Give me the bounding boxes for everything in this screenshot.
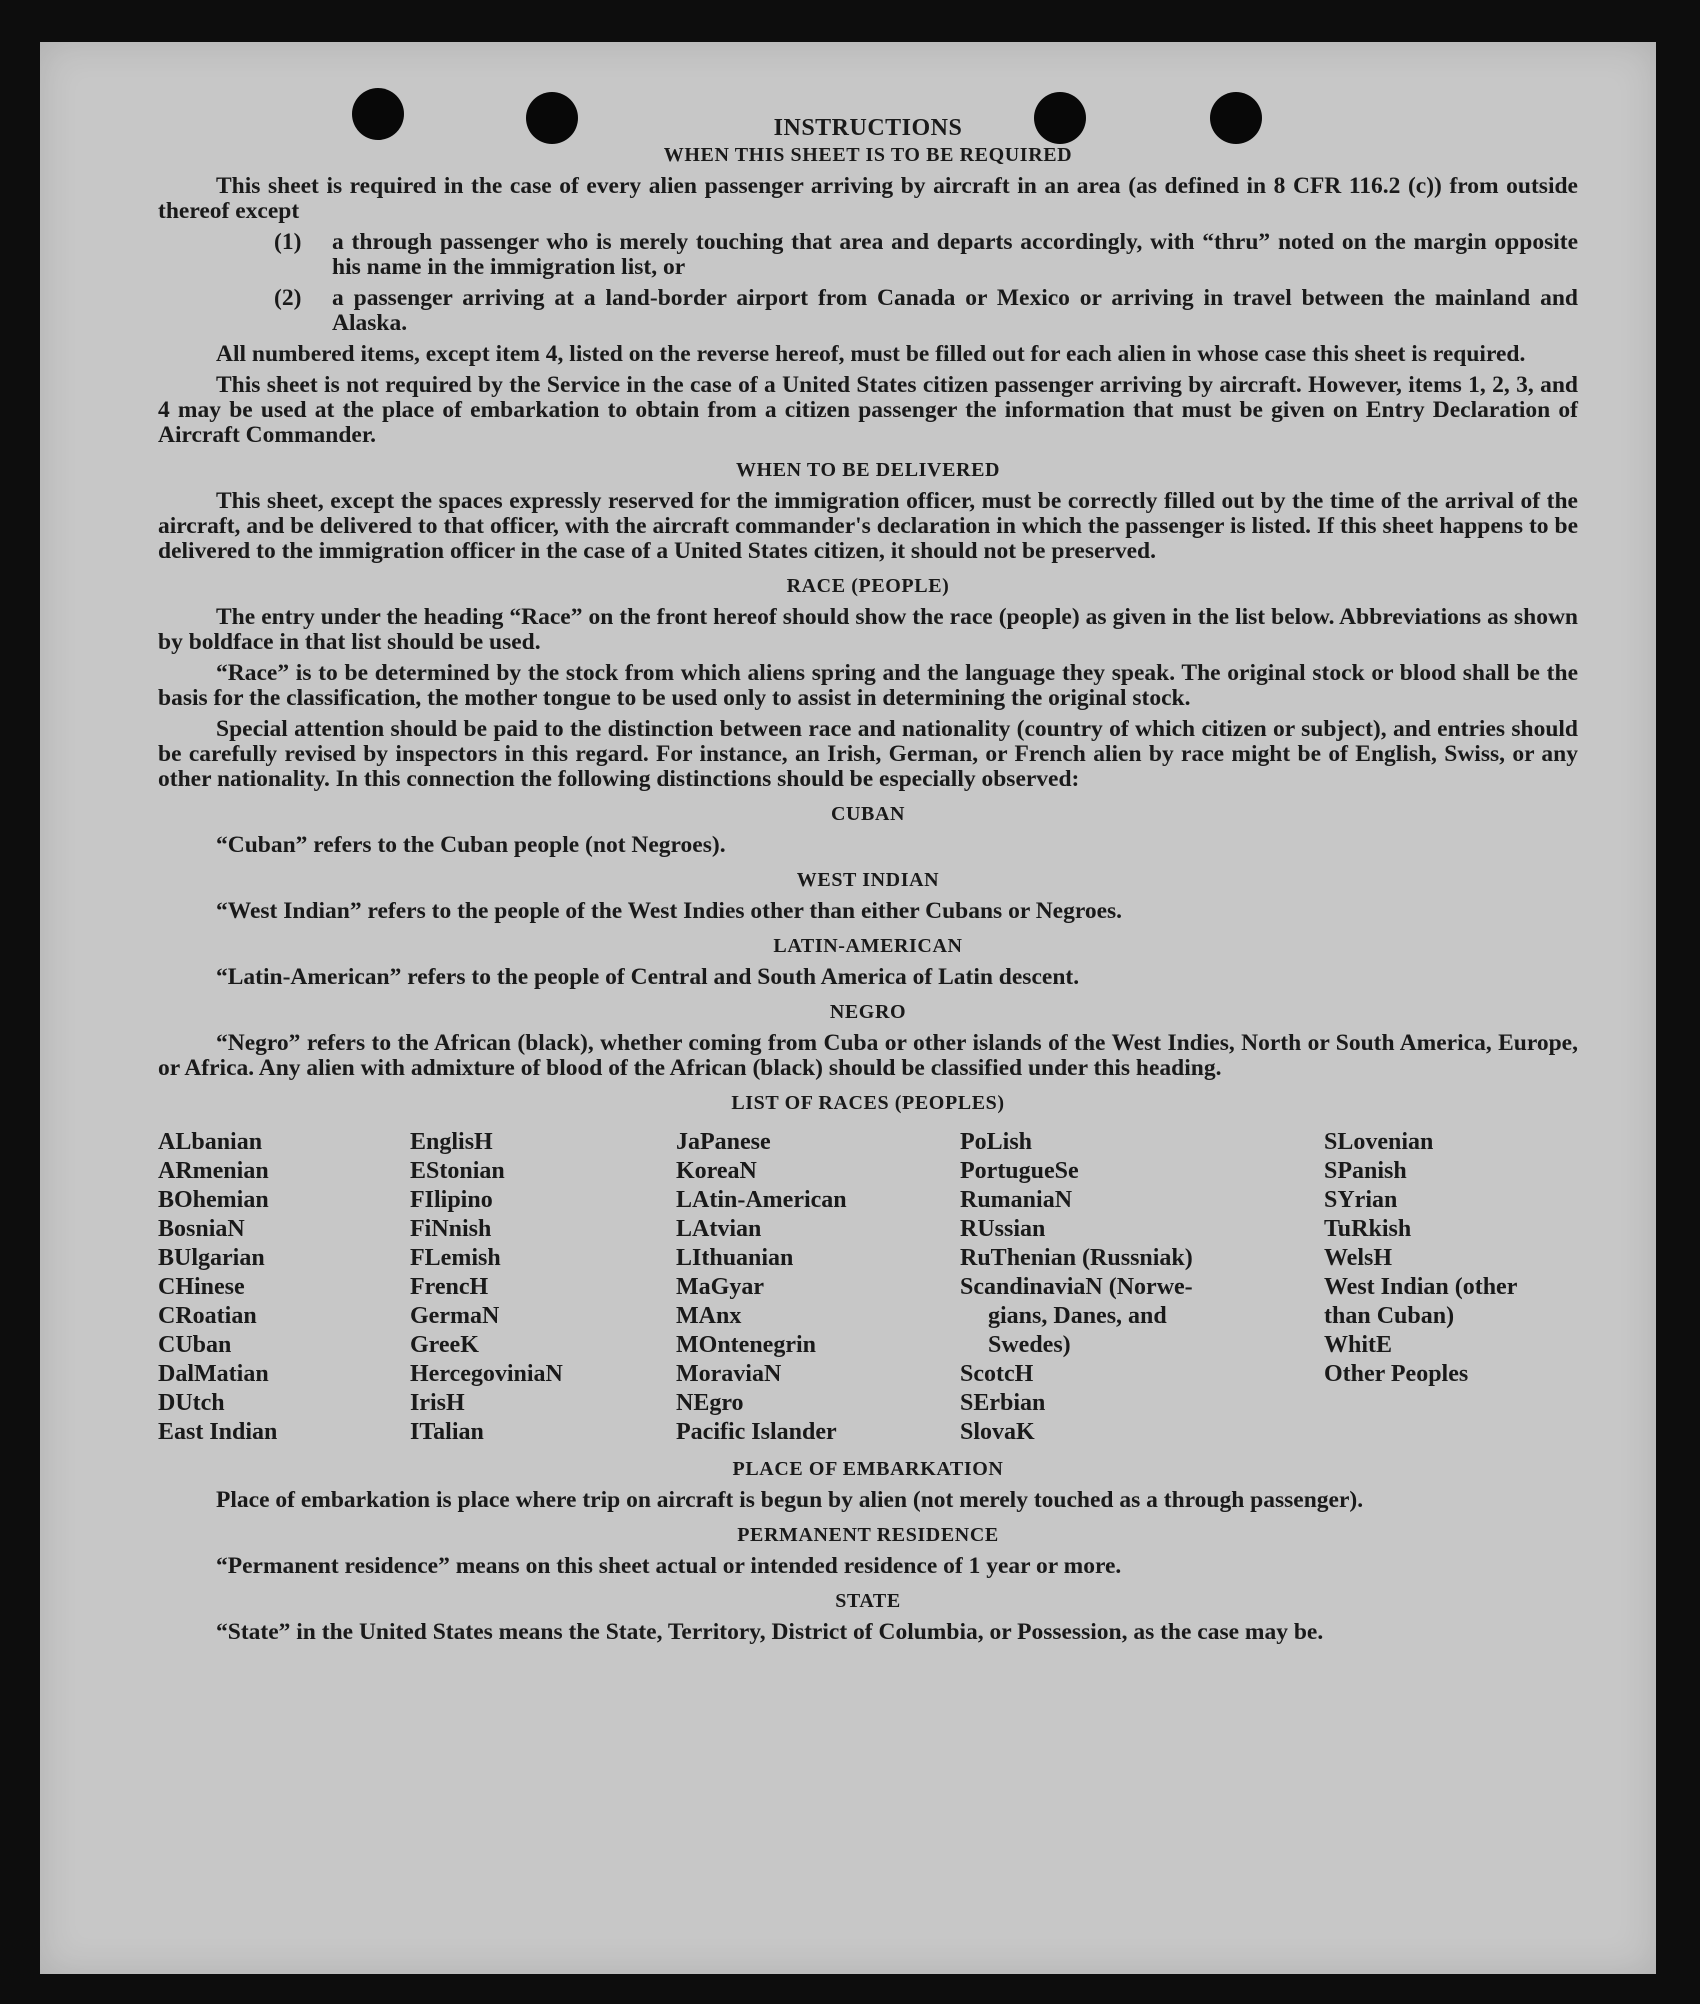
- race-entry: GermaN: [410, 1303, 500, 1329]
- document-sheet: [40, 42, 1656, 1974]
- section-heading: PLACE OF EMBARKATION: [732, 1458, 1004, 1480]
- paragraph: “West Indian” refers to the people of the West Indies other than either Cubans or Negroes.: [216, 898, 1123, 924]
- race-entry: EStonian: [410, 1158, 505, 1184]
- races-column: [676, 1128, 960, 1447]
- section-heading: LATIN-AMERICAN: [773, 935, 963, 957]
- race-entry: Other Peoples: [1324, 1361, 1469, 1387]
- race-entry: IrisH: [410, 1390, 465, 1416]
- race-entry: West Indian (other: [1324, 1274, 1518, 1300]
- paragraph: The entry under the heading “Race” on the front hereof should show the race (people) as given in the list below. Abbreviations as shown by boldface in that list should be used.: [158, 604, 1578, 655]
- item-text: a passenger arriving at a land-border airport from Canada or Mexico or arriving in travel between the mainland and Alaska.: [332, 285, 1578, 336]
- paragraph: This sheet is required in the case of every alien passenger arriving by aircraft in an area (as defined in 8 CFR 116.2 (c)) from outside thereof except: [158, 173, 1578, 224]
- race-entry: BosniaN: [158, 1216, 245, 1242]
- races-column: [1324, 1128, 1578, 1447]
- section-heading: CUBAN: [830, 803, 906, 825]
- section-heading: PERMANENT RESIDENCE: [737, 1524, 999, 1546]
- race-entry: ARmenian: [158, 1158, 269, 1184]
- race-entry: GreeK: [410, 1332, 479, 1358]
- race-entry: SlovaK: [960, 1419, 1035, 1445]
- item-number: (1): [274, 229, 302, 255]
- race-entry: LAtin-American: [676, 1187, 847, 1213]
- race-entry: WhitE: [1324, 1332, 1393, 1358]
- race-entry-continued: gians, Danes, and: [988, 1303, 1167, 1329]
- section-heading: NEGRO: [829, 1001, 907, 1023]
- race-entry: SYrian: [1324, 1187, 1398, 1213]
- race-entry: FLemish: [410, 1245, 501, 1271]
- race-entry: MaGyar: [676, 1274, 764, 1300]
- race-entry: RUssian: [960, 1216, 1046, 1242]
- race-entry: FiNnish: [410, 1216, 492, 1242]
- races-column: [410, 1128, 676, 1447]
- list-item: [158, 286, 1578, 336]
- paragraph: “Negro” refers to the African (black), whether coming from Cuba or other islands of the West Indies, North or South America, Europe, or Africa. Any alien with admixture of blood of the African (black) should be classified under this heading.: [158, 1030, 1578, 1081]
- race-entry: MAnx: [676, 1303, 742, 1329]
- race-entry-continued: Swedes): [988, 1332, 1071, 1358]
- section-heading: STATE: [835, 1590, 901, 1612]
- paragraph: Place of embarkation is place where trip on aircraft is begun by alien (not merely touched as a through passenger).: [216, 1487, 1364, 1513]
- race-entry: DalMatian: [158, 1361, 269, 1387]
- section-heading: WHEN THIS SHEET IS TO BE REQUIRED: [663, 144, 1073, 166]
- paragraph: This sheet is not required by the Service in the case of a United States citizen passenger arriving by aircraft. However, items 1, 2, 3, and 4 may be used at the place of embarkation to obtain from a citizen passenger the information that must be given on Entry Declaration of Aircraft Commander.: [158, 372, 1578, 448]
- race-entry: ALbanian: [158, 1129, 263, 1155]
- races-column: [158, 1128, 410, 1447]
- race-entry: ITalian: [410, 1419, 484, 1445]
- race-entry: CUban: [158, 1332, 232, 1358]
- item-number: (2): [274, 285, 302, 311]
- paragraph: Special attention should be paid to the distinction between race and nationality (country of which citizen or subject), and entries should be carefully revised by inspectors in this regard. For instance, an Irish, German, or French alien by race might be of English, Swiss, or any other nationality. In this connection the following distinctions should be especially observed:: [158, 716, 1578, 792]
- paragraph: “Permanent residence” means on this sheet actual or intended residence of 1 year or more.: [216, 1553, 1122, 1579]
- page-title: INSTRUCTIONS: [773, 115, 963, 141]
- section-heading: WHEN TO BE DELIVERED: [735, 459, 1001, 481]
- section-heading: LIST OF RACES (PEOPLES): [731, 1092, 1005, 1114]
- paragraph: “Race” is to be determined by the stock from which aliens spring and the language they speak. The original stock or blood shall be the basis for the classification, the mother tongue to be used only to assist in determining the original stock.: [158, 660, 1578, 711]
- paragraph: This sheet, except the spaces expressly reserved for the immigration officer, must be correctly filled out by the time of the arrival of the aircraft, and be delivered to that officer, with the aircraft commander's declaration in which the passenger is listed. If this sheet happens to be delivered to the immigration officer in the case of a United States citizen, it should not be preserved.: [158, 488, 1578, 564]
- paragraph: “State” in the United States means the State, Territory, District of Columbia, or Possession, as the case may be.: [216, 1619, 1324, 1645]
- item-text: a through passenger who is merely touching that area and departs accordingly, with “thru” noted on the margin opposite his name in the immigration list, or: [332, 229, 1578, 280]
- race-entry: SLovenian: [1324, 1129, 1434, 1155]
- race-entry-continued: than Cuban): [1324, 1303, 1455, 1329]
- race-entry: FIlipino: [410, 1187, 493, 1213]
- race-entry: NEgro: [676, 1390, 744, 1416]
- race-entry: JaPanese: [676, 1129, 771, 1155]
- race-entry: CHinese: [158, 1274, 245, 1300]
- race-entry: SErbian: [960, 1390, 1046, 1416]
- race-entry: RumaniaN: [960, 1187, 1073, 1213]
- race-entry: MoraviaN: [676, 1361, 782, 1387]
- race-entry: FrencH: [410, 1274, 489, 1300]
- race-entry: Pacific Islander: [676, 1419, 837, 1445]
- races-column: [960, 1128, 1324, 1447]
- race-entry: East Indian: [158, 1419, 278, 1445]
- race-entry: PoLish: [960, 1129, 1033, 1155]
- race-entry: PortugueSe: [960, 1158, 1079, 1184]
- race-entry: ScotcH: [960, 1361, 1034, 1387]
- instructions-content: [158, 116, 1578, 1651]
- race-entry: SPanish: [1324, 1158, 1407, 1184]
- race-entry: LIthuanian: [676, 1245, 794, 1271]
- race-entry: BUlgarian: [158, 1245, 265, 1271]
- race-entry: WelsH: [1324, 1245, 1393, 1271]
- section-heading: RACE (PEOPLE): [786, 575, 950, 597]
- race-entry: CRoatian: [158, 1303, 257, 1329]
- race-entry: BOhemian: [158, 1187, 269, 1213]
- race-entry: HercegoviniaN: [410, 1361, 563, 1387]
- section-heading: WEST INDIAN: [796, 869, 940, 891]
- races-list: [158, 1128, 1578, 1447]
- race-entry: MOntenegrin: [676, 1332, 816, 1358]
- race-entry: LAtvian: [676, 1216, 762, 1242]
- race-entry: ScandinaviaN (Norwe-: [960, 1274, 1193, 1300]
- paragraph: “Cuban” refers to the Cuban people (not Negroes).: [216, 832, 726, 858]
- race-entry: EnglisH: [410, 1129, 493, 1155]
- race-entry: DUtch: [158, 1390, 225, 1416]
- list-item: [158, 230, 1578, 280]
- paragraph: All numbered items, except item 4, listed on the reverse hereof, must be filled out for each alien in whose case this sheet is required.: [216, 341, 1526, 367]
- race-entry: TuRkish: [1324, 1216, 1412, 1242]
- paragraph: “Latin-American” refers to the people of Central and South America of Latin descent.: [216, 964, 1080, 990]
- race-entry: KoreaN: [676, 1158, 757, 1184]
- race-entry: RuThenian (Russniak): [960, 1245, 1193, 1271]
